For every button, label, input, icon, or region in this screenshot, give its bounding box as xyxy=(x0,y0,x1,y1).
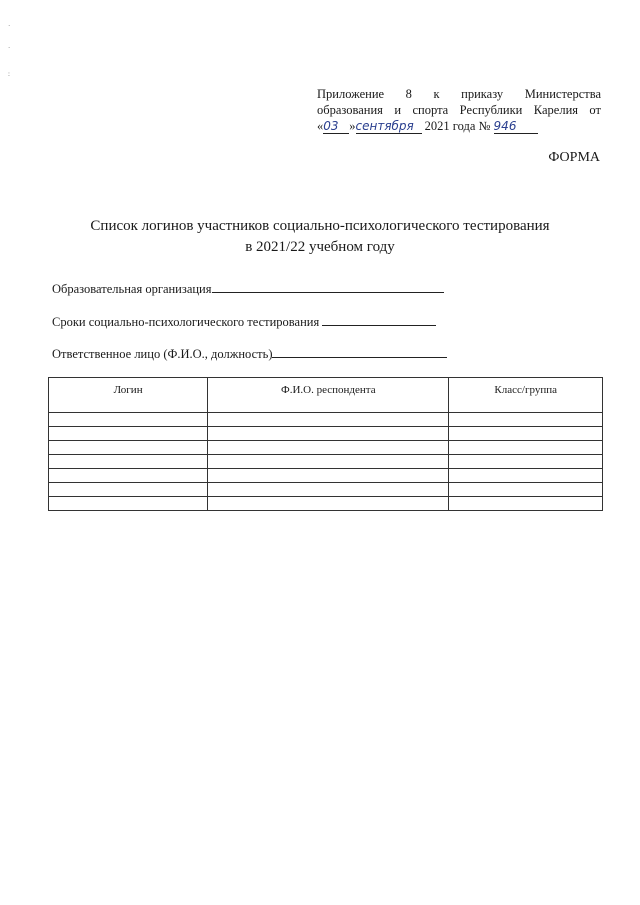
header-class-group: Класс/группа xyxy=(449,378,603,413)
table-row xyxy=(49,427,603,441)
respondent-cell[interactable] xyxy=(208,455,449,469)
header-login: Логин xyxy=(49,378,208,413)
login-cell[interactable] xyxy=(49,455,208,469)
dates-field xyxy=(52,314,436,330)
handwritten-day: 03 xyxy=(323,120,349,134)
header-respondent-name: Ф.И.О. респондента xyxy=(208,378,449,413)
class-cell[interactable] xyxy=(449,413,603,427)
class-cell[interactable] xyxy=(449,455,603,469)
table-row xyxy=(49,413,603,427)
class-cell[interactable] xyxy=(449,441,603,455)
close-quote: » xyxy=(349,119,356,133)
year-text: 2021 года № xyxy=(424,119,491,133)
title-line-2: в 2021/22 учебном году xyxy=(245,239,395,255)
organization-field xyxy=(52,281,444,297)
responsible-label: Ответственное лицо (Ф.И.О., должность) xyxy=(52,347,273,361)
table-row xyxy=(49,441,603,455)
class-cell[interactable] xyxy=(449,427,603,441)
margin-scan-marks: · ` : xyxy=(8,22,11,78)
table-row xyxy=(49,483,603,497)
document-title xyxy=(40,216,600,258)
login-cell[interactable] xyxy=(49,483,208,497)
dates-blank[interactable] xyxy=(322,314,436,326)
title-line-1: Список логинов участников социально-психологического тестирования xyxy=(90,218,550,234)
respondent-cell[interactable] xyxy=(208,427,449,441)
login-cell[interactable] xyxy=(49,427,208,441)
responsible-field xyxy=(52,346,447,362)
appendix-line-3 xyxy=(317,118,601,134)
login-cell[interactable] xyxy=(49,497,208,511)
organization-label: Образовательная организация xyxy=(52,282,212,296)
appendix-line-1: Приложение 8 к приказу Министерства xyxy=(317,87,601,101)
login-cell[interactable] xyxy=(49,413,208,427)
handwritten-order-number: 946 xyxy=(494,120,538,134)
dates-label: Сроки социально-психологического тестирования xyxy=(52,315,320,329)
table-body xyxy=(49,413,603,511)
responsible-blank[interactable] xyxy=(272,346,447,358)
handwritten-month: сентября xyxy=(356,120,422,134)
table-header-row xyxy=(49,378,603,413)
respondent-cell[interactable] xyxy=(208,497,449,511)
table-row xyxy=(49,497,603,511)
appendix-line-2: образования и спорта Республики Карелия от xyxy=(317,103,601,117)
respondent-cell[interactable] xyxy=(208,441,449,455)
respondent-cell[interactable] xyxy=(208,413,449,427)
organization-blank[interactable] xyxy=(212,281,444,293)
class-cell[interactable] xyxy=(449,469,603,483)
appendix-note xyxy=(317,86,601,134)
open-quote: « xyxy=(317,119,324,133)
login-cell[interactable] xyxy=(49,469,208,483)
form-label: ФОРМА xyxy=(548,150,600,165)
class-cell[interactable] xyxy=(449,483,603,497)
logins-table xyxy=(48,377,603,511)
table-row xyxy=(49,455,603,469)
table-row xyxy=(49,469,603,483)
respondent-cell[interactable] xyxy=(208,469,449,483)
respondent-cell[interactable] xyxy=(208,483,449,497)
class-cell[interactable] xyxy=(449,497,603,511)
login-cell[interactable] xyxy=(49,441,208,455)
